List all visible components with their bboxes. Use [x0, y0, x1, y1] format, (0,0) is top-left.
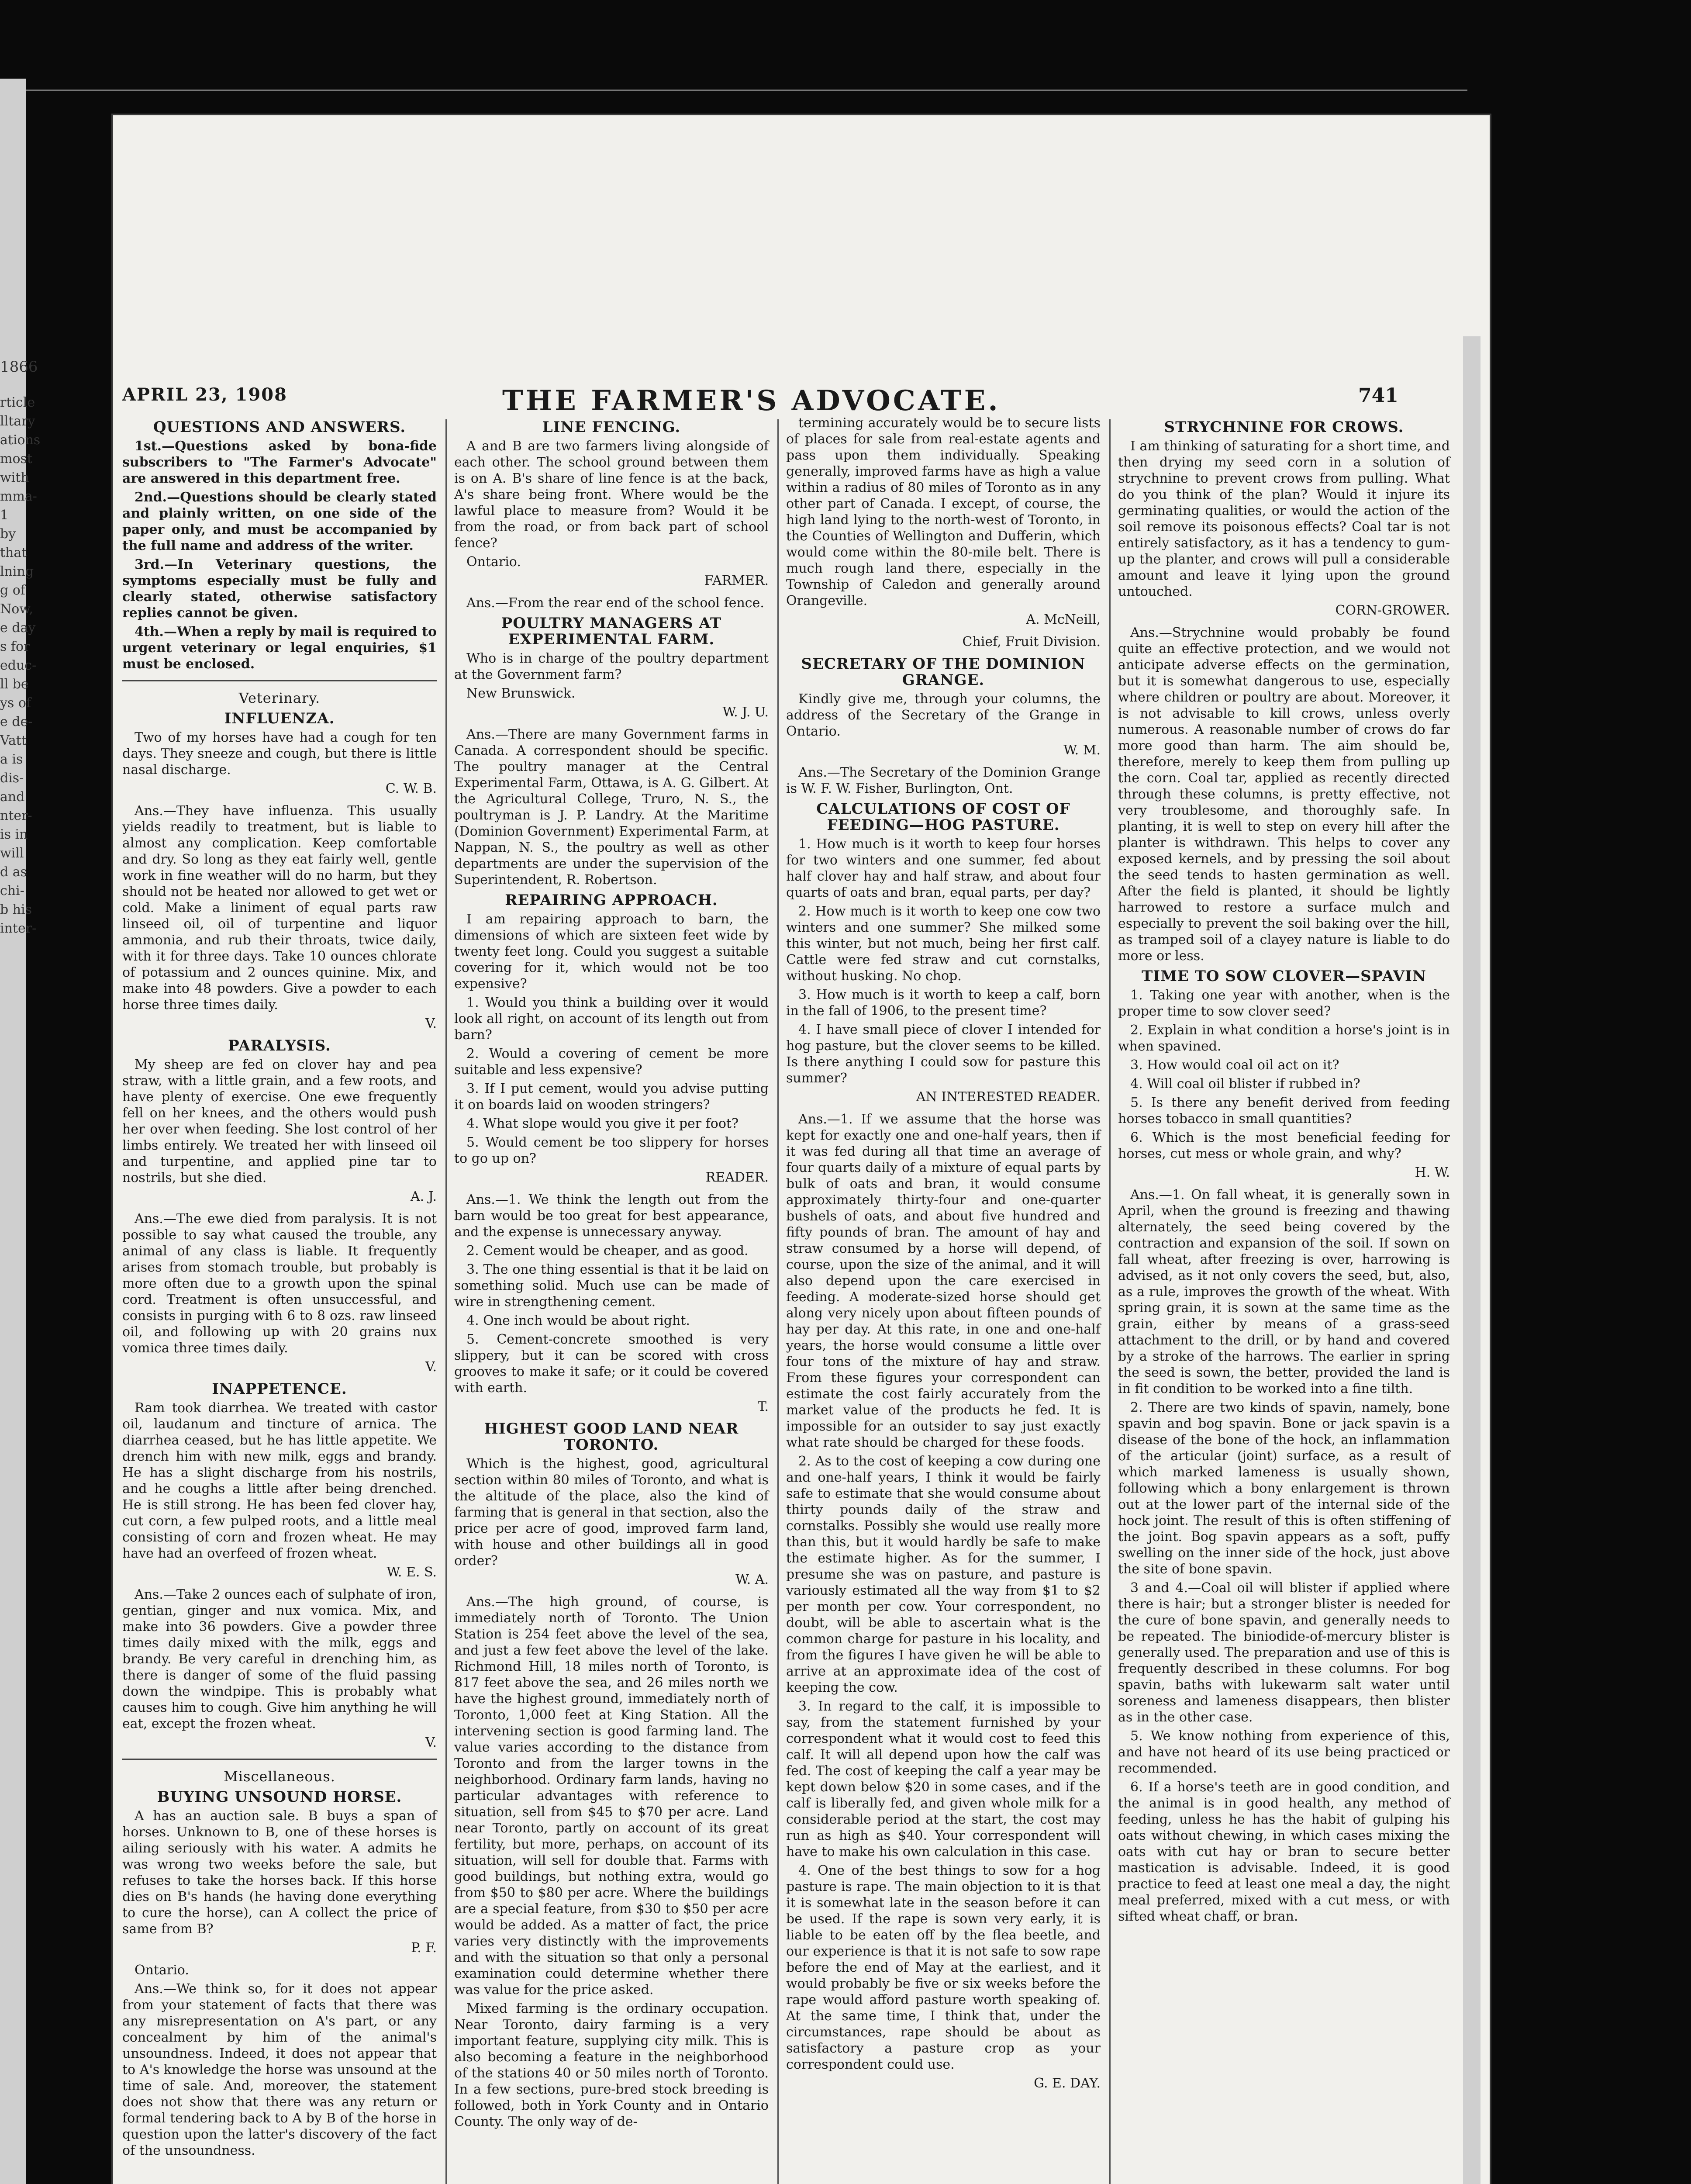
question-text: A has an auction sale. B buys a span of horses. Unknown to B, one of these horses is ailing seriously with his water. A admits he was wrong two weeks before the sale, but refuses to take the horses back. If this horse dies on B's hands (he having done everything to cure the horse), can A collect the price of same from B? [122, 1808, 437, 1937]
fragment-line: ations [0, 432, 41, 448]
page-edge-strip [1463, 336, 1480, 2184]
answer-text: Ans.—They have influenza. This usually yields readily to treatment, but is liable to almost any complication. Keep comfortable and dry. So long as they eat fairly well, gentle work in fine weather will do no harm, but they should not be heated nor allowed to get wet or cold. Make a liniment of equal parts raw linseed oil, oil of turpentine and liquor ammonia, and rub their throats, twice daily, with it for three days. Take 10 ounces chlorate of potassium and 2 ounces quinine. Mix, and make into 48 powders. Give a powder to each horse three times daily. [122, 803, 437, 1013]
fragment-line: nter- [0, 808, 32, 823]
fragment-line: e de- [0, 714, 33, 729]
place: Ontario. [135, 1963, 189, 1978]
answer-item: Ans.—1. On fall wheat, it is generally sown in April, when the ground is freezing and thawing alternately, the seed being covered by the contraction and expansion of the soil. If sown on fall wheat, after freezing is over, harrowing is advised, as it not only covers the seed, but, also, as a rule, improves the growth of the wheat. With spring grain, it is sown at the same time as the grain, either by means of a grass-seed attachment to the drill, or by hand and covered by a stroke of the harrows. The earlier in spring the seed is sown, the better, provided the land is in fit condition to be worked into a fine tilth. [1118, 1187, 1450, 1396]
qa-rule: 1st.—Questions asked by bona-fide subscribers to "The Farmer's Advocate" are answered in this department free. [122, 439, 437, 486]
fragment-line: lning [0, 564, 34, 579]
question-item: 6. Which is the most beneficial feeding for horses, cut mess or whole grain, and why? [1118, 1130, 1450, 1161]
column-4 [1118, 415, 1450, 2184]
fragment-line: dis- [0, 771, 24, 786]
question-text: Which is the highest, good, agricultural section within 80 miles of Toronto, and what is the altitude of the place, also the kind of farming that is general in that section, also the price per acre of good, improved farm land, with house and other buildings all in good order? [454, 1456, 769, 1569]
adjacent-page-text [0, 393, 41, 938]
signature: W. E. S. [387, 1565, 437, 1580]
place: Ontario. [466, 554, 521, 570]
fragment-line: inter- [0, 921, 37, 936]
answer-item: 3. In regard to the calf, it is impossible to say, from the statement furnished by your correspondent what it would cost to feed this calf. It will all depend upon how the calf was fed. The cost of keeping the calf a year may be kept down below $20 in some cases, and if the calf is liberally fed, and given whole milk for a considerable period at the start, the cost may run as high as $40. Your correspondent will have to make his own calculation in this case. [786, 1699, 1101, 1859]
answer-continuation: termining accurately would be to secure lists of places for sale from real-estate agents and pass upon them individually. Speaking generally, improved farms have as high a value within a radius of 80 miles of Toronto as in any other part of Canada. I except, of course, the high land lying to the north-west of Toronto, in the Counties of Wellington and Dufferin, which would come within the 80-mile belt. There is much rough land there, especially in the Township of Caledon and generally around Orangeville. [786, 415, 1101, 608]
fragment-line: is in [0, 827, 28, 842]
column-rule [777, 419, 779, 2184]
article-columns [122, 415, 1450, 2184]
section-veterinary: Veterinary. [238, 690, 321, 706]
page-number: 741 [1358, 384, 1398, 407]
signature: CORN-GROWER. [1335, 603, 1450, 618]
question-item: 2. Would a covering of cement be more suitable and less expensive? [454, 1046, 769, 1078]
answer-item: 4. One of the best things to sow for a hog pasture is rape. The main objection to it is that it is somewhat late in the season before it can be used. If the rape is sown very early, it is liable to be eaten off by the flea beetle, and our experience is that it is not safe to sow rape before the end of May at the earliest, and it would probably be five or six weeks before the rape would afford pasture worth speaking of. At the same time, I think that, under the circumstances, rape should be about as satisfactory a pasture crop as your correspondent could use. [786, 1863, 1101, 2072]
edge-year: 1866 [0, 358, 38, 376]
question-text: Kindly give me, through your columns, the address of the Secretary of the Grange in Ontario. [786, 691, 1101, 739]
article-title: PARALYSIS. [228, 1037, 331, 1054]
question-item: 1. Taking one year with another, when is the proper time to sow clover seed? [1118, 988, 1450, 1019]
signature: A. McNeill, [1026, 612, 1101, 627]
qa-rule: 3rd.—In Veterinary questions, the symptoms especially must be fully and clearly stated, otherwise satisfactory replies cannot be given. [122, 557, 437, 621]
column-rule [1109, 419, 1111, 2184]
question-text: My sheep are fed on clover hay and pea straw, with a little grain, and a few roots, and have plenty of exercise. One ewe frequently fell on her knees, and the others would push her over when feeding. She lost control of her limbs entirely. We treated her with linseed oil and turpentine, and applied pine tar to nostrils, but she died. [122, 1057, 437, 1185]
question-item: 4. I have small piece of clover I intended for hog pasture, but the clover seems to be killed. Is there anything I could sow for pasture this summer? [786, 1022, 1101, 1086]
question-item: 2. How much is it worth to keep one cow two winters and one summer? She milked some this winter, but not much, being her first calf. Cattle were fed straw and cut cornstalks, without husking. No chop. [786, 904, 1101, 984]
signature: Chief, Fruit Division. [962, 634, 1101, 650]
article-title: CALCULATIONS OF COST OF FEEDING—HOG PASTURE. [816, 800, 1070, 834]
fragment-line: g of [0, 583, 25, 598]
column-3 [786, 415, 1101, 2184]
qa-rule: 2nd.—Questions should be clearly stated and plainly written, on one side of the paper only, and must be accompanied by the full name and address of the writer. [122, 490, 437, 553]
question-item: 5. Is there any benefit derived from feeding horses tobacco in small quantities? [1118, 1095, 1450, 1127]
article-title: LINE FENCING. [542, 418, 681, 436]
question-item: 1. Would you think a building over it would look all right, on account of its length out from barn? [454, 995, 769, 1043]
fragment-line: educ- [0, 658, 37, 673]
signature: W. J. U. [722, 705, 769, 720]
fragment-line: Vatt [0, 733, 27, 748]
question-text: Ram took diarrhea. We treated with castor oil, laudanum and tincture of arnica. The diarrhea ceased, but he has little appetite. We drench him with new milk, eggs and brandy. He has a slight discharge from his nostrils, and he coughs a little after being drenched. He is still strong. He has been fed clover hay, cut corn, a few pulped roots, and a little meal consisting of corn and frozen wheat. He may have had an overfeed of frozen wheat. [122, 1400, 437, 1561]
section-miscellaneous: Miscellaneous. [224, 1768, 335, 1785]
article-title: TIME TO SOW CLOVER—SPAVIN [1142, 968, 1426, 985]
answer-text: Mixed farming is the ordinary occupation. Near Toronto, dairy farming is a very important feature, supplying city milk. This is also becoming a feature in the neighborhood of the stations 40 or 50 miles north of Toronto. In a few sections, pure-bred stock breeding is followed, both in York County and in Ontario County. The only way of de- [454, 2001, 769, 2129]
article-title: HIGHEST GOOD LAND NEAR TORONTO. [484, 1420, 739, 1454]
fragment-line: d as [0, 864, 28, 880]
answer-item: 2. There are two kinds of spavin, namely, bone spavin and bog spavin. Bone or jack spavin is a disease of the bone of the hock, an inflammation of the articular (joint) surface, as a result of which marked lameness is usually shown, following which a bony enlargement is thrown out at the lower part of the internal side of the hock joint. The result of this is often stiffening of the joint. Bog spavin appears as a soft, puffy swelling on the inner side of the hock, just above the site of bone spavin. [1118, 1400, 1450, 1577]
fragment-line: s for [0, 639, 30, 654]
answer-item: Ans.—1. We think the length out from the barn would be too great for best appearance, and the expense is unnecessary anyway. [454, 1192, 769, 1240]
scan-edge [26, 90, 1467, 104]
question-text: I am thinking of saturating for a short time, and then drying my seed corn in a solution of strychnine to prevent crows from pulling. What do you think of the plan? Would it injure its germinating qualities, or would the action of the soil remove its poisonous effects? Coal tar is not entirely satisfactory, as it has a tendency to gum-up the planter, and crows will pull a considerable amount and leave it lying upon the ground untouched. [1118, 439, 1450, 599]
article-title: INFLUENZA. [224, 710, 335, 727]
question-text: A and B are two farmers living alongside of each other. The school ground between them is on A. B's share of line fence is at the back, A's share being front. Where would be the lawful place to measure from? Would it be from the road, or from back part of school fence? [454, 439, 769, 551]
issue-date: APRIL 23, 1908 [122, 384, 287, 405]
fragment-line: 1 [0, 508, 9, 523]
answer-item: 3 and 4.—Coal oil will blister if applied where there is hair; but a stronger blister is needed for the cure of bone spavin, and generally needs to be repeated. The biniodide-of-mercury blister is generally used. The preparation and use of this is frequently described in these columns. For bog spavin, baths with lukewarm salt water until soreness and lameness disappears, then blister as in the other case. [1118, 1580, 1450, 1725]
answer-text: Ans.—Strychnine would probably be found quite an effective protection, and we would not anticipate adverse effects on the germination, but it is somewhat dangerous to use, especially where children or poultry are about. Moreover, it is not advisable to kill crows, unless overly numerous. A reasonable number of crows do far more good than harm. The aim should be, therefore, merely to keep them from pulling up the corn. Coal tar, applied as recently directed through these columns, is pretty effective, not very troublesome, and thoroughly safe. In planting, it is well to step on every hill after the planter is withdrawn. This helps to cover any exposed kernels, and by pressing the soil about the seed tends to hasten germination as well. After the field is planted, it should be lightly harrowed to restore a surface mulch and especially to prevent the soil baking over the hill, as tramped soil of a clayey nature is liable to do more or less. [1118, 625, 1450, 964]
signature: V. [425, 1359, 437, 1375]
fragment-line: most [0, 451, 32, 467]
answer-item: 5. We know nothing from experience of this, and have not heard of its use being practiced or recommended. [1118, 1728, 1450, 1776]
answer-item: 4. One inch would be about right. [466, 1313, 690, 1328]
signature: G. E. DAY. [1034, 2076, 1101, 2091]
question-item: 2. Explain in what condition a horse's joint is in when spavined. [1118, 1023, 1450, 1054]
answer-text: Ans.—There are many Government farms in Canada. A correspondent should be specific. The poultry manager at the Central Experimental Farm, Ottawa, is A. G. Gilbert. At the Agricultural College, Truro, N. S., the poultryman is J. P. Landry. At the Maritime (Dominion Government) Experimental Farm, at Nappan, N. S., the poultry as well as other departments are under the supervision of the Superintendent, R. Robertson. [454, 727, 769, 888]
column-1 [122, 415, 437, 2184]
signature: A. J. [411, 1189, 437, 1204]
signature: READER. [705, 1170, 769, 1185]
answer-item: 6. If a horse's teeth are in good condition, and the animal is in good health, any method of feeding, unless he has the habit of gulping his oats without chewing, in which cases mixing the oats with cut hay or bran to secure better mastication is advisable. Indeed, it is good practice to feed at least one meal a day, the night meal preferred, mixed with a cut mess, or with sifted wheat chaff, or bran. [1118, 1780, 1450, 1924]
signature: H. W. [1415, 1165, 1450, 1180]
fragment-line: b his [0, 902, 32, 917]
fragment-line: and [0, 789, 25, 805]
answer-item: 2. As to the cost of keeping a cow during one and one-half years, I think it would be fairly safe to estimate that she would consume about thirty pounds daily of the straw and cornstalks. Possibly she would use really more than this, but it would hardly be safe to make the estimate higher. As for the summer, I presume she was on pasture, and pasture is variously estimated all the way from $1 to $2 per month per cow. Your correspondent, no doubt, will be able to ascertain what is the common charge for pasture in his locality, and from the figures I have given he will be able to arrive at an approximate idea of the cost of keeping the cow. [786, 1454, 1101, 1695]
qa-rules [122, 438, 437, 672]
question-text: I am repairing approach to barn, the dimensions of which are sixteen feet wide by twenty feet long. Could you suggest a suitable covering for it, which would not be too expensive? [454, 912, 769, 992]
article-title: BUYING UNSOUND HORSE. [157, 1788, 402, 1806]
fragment-line: ys of [0, 695, 31, 711]
fragment-line: e day [0, 620, 36, 636]
masthead: THE FARMER'S ADVOCATE. [502, 384, 1001, 417]
column-rule [445, 419, 447, 2184]
divider [122, 1759, 437, 1760]
qa-heading: QUESTIONS AND ANSWERS. [153, 418, 406, 436]
question-item: 3. If I put cement, would you advise putting it on boards laid on wooden stringers? [454, 1081, 769, 1113]
signature: W. M. [1063, 743, 1101, 758]
fragment-line: by [0, 526, 16, 542]
question-item: 4. Will coal oil blister if rubbed in? [1130, 1076, 1360, 1092]
answer-text: Ans.—We think so, for it does not appear from your statement of facts that there was any misrepresentation on A's part, or any concealment by him of the animal's unsoundness. Indeed, it does not appear that to A's knowledge the horse was unsound at the time of sale. And, moreover, the statement does not show that there was any return or formal tendering back to A by B of the horse in question upon the latter's discovery of the fact of the unsoundness. [122, 1981, 437, 2158]
fragment-line: rticle [0, 395, 35, 410]
article-title: SECRETARY OF THE DOMINION GRANGE. [801, 655, 1086, 689]
fragment-line: lltary [0, 414, 35, 429]
fragment-line: chi- [0, 883, 24, 898]
article-title: INAPPETENCE. [212, 1380, 347, 1398]
question-item: 3. How would coal oil act on it? [1130, 1057, 1339, 1073]
divider [122, 680, 437, 681]
answer-text: Ans.—The high ground, of course, is immediately north of Toronto. The Union Station is 254 feet above the level of the sea, and just a few feet above the level of the lake. Richmond Hill, 18 miles north of Toronto, is 817 feet above the sea, and 26 miles north we have the highest ground, immediately north of Toronto, 1,000 feet at King Station. All the intervening section is good farming land. The value varies according to the distance from Toronto and from the larger towns in the neighborhood. Ordinary farm lands, having no particular advantages with reference to situation, sell from $45 to $70 per acre. Land near Toronto, partly on account of its great fertility, but more, perhaps, on account of its situation, will sell for double that. Farms with good buildings, but nothing extra, would go from $50 to $80 per acre. Where the buildings are a special feature, from $30 to $50 per acre would be added. As a matter of fact, the price varies very distinctly with the improvements and with the situation so that only a personal examination could determine whether there was value for the price asked. [454, 1594, 769, 1997]
qa-rule: 4th.—When a reply by mail is required to urgent veterinary or legal enquiries, $1 must be enclosed. [122, 624, 437, 672]
answer-text: Ans.—Take 2 ounces each of sulphate of iron, gentian, ginger and nux vomica. Mix, and make into 36 powders. Give a powder three times daily mixed with the milk, eggs and brandy. Be very careful in drenching him, as there is danger of some of the fluid passing down the windpipe. This is probably what causes him to cough. Give him anything he will eat, except the frozen wheat. [122, 1587, 437, 1731]
question-text: Who is in charge of the poultry department at the Government farm? [454, 651, 769, 682]
signature: C. W. B. [385, 781, 437, 796]
answer-text: Ans.—The ewe died from paralysis. It is not possible to say what caused the trouble, any animal of any class is liable. It frequently arises from stomach trouble, but probably is more often due to a growth upon the spinal cord. Treatment is often unsuccessful, and consists in purging with 6 to 8 ozs. raw linseed oil, and following up with 20 grains nux vomica three times daily. [122, 1211, 437, 1356]
question-item: 1. How much is it worth to keep four horses for two winters and one summer, fed about half clover hay and half straw, and about four quarts of oats and bran, equal parts, per day? [786, 836, 1101, 900]
answer-item: 2. Cement would be cheaper, and as good. [466, 1243, 749, 1258]
article-title: REPAIRING APPROACH. [505, 892, 718, 909]
question-item: 5. Would cement be too slippery for horses to go up on? [454, 1135, 769, 1166]
question-item: 4. What slope would you give it per foot? [466, 1116, 739, 1131]
signature: FARMER. [704, 573, 769, 588]
signature: V. [425, 1016, 437, 1031]
fragment-line: a is [0, 752, 23, 767]
fragment-line: mma- [0, 489, 37, 504]
signature: V. [425, 1735, 437, 1750]
article-title: STRYCHNINE FOR CROWS. [1164, 418, 1404, 436]
article-title: POULTRY MANAGERS AT EXPERIMENTAL FARM. [501, 615, 722, 648]
fragment-line: with [0, 470, 29, 485]
answer-item: Ans.—1. If we assume that the horse was kept for exactly one and one-half years, then if it was fed during all that time an average of four quarts daily of a mixture of equal parts by bulk of oats and bran, it would consume approximately thirty-four and one-quarter bushels of oats, and about five hundred and fifty pounds of bran. The amount of hay and straw consumed by a horse will depend, of course, upon the size of the animal, and it will also depend upon the care exercised in feeding. A moderate-sized horse should get along very nicely upon about fifteen pounds of hay per day. At this rate, in one and one-half years, the horse would consume a little over four tons of the mixture of hay and straw. From these figures your correspondent can estimate the cost fairly accurately from the market value of the products he fed. It is impossible for an outsider to say just exactly what rate should be charged for these foods. [786, 1112, 1101, 1450]
signature: P. F. [411, 1940, 437, 1956]
question-text: Two of my horses have had a cough for ten days. They sneeze and cough, but there is little nasal discharge. [122, 730, 437, 778]
place: New Brunswick. [466, 686, 576, 701]
column-2 [454, 415, 769, 2184]
fragment-line: will [0, 846, 24, 861]
signature: AN INTERESTED READER. [916, 1089, 1101, 1105]
fragment-line: that [0, 545, 27, 560]
answer-item: 5. Cement-concrete smoothed is very slippery, but it can be scored with cross grooves to make it safe; or it could be covered with earth. [454, 1332, 769, 1396]
signature: W. A. [735, 1572, 769, 1587]
fragment-line: Now, [0, 601, 33, 617]
question-item: 3. How much is it worth to keep a calf, born in the fall of 1906, to the present time? [786, 987, 1101, 1019]
answer-item: 3. The one thing essential is that it be laid on something solid. Much use can be made of wire in strengthening cement. [454, 1262, 769, 1310]
answer-text: Ans.—From the rear end of the school fence. [466, 595, 764, 611]
answer-text: Ans.—The Secretary of the Dominion Grange is W. F. W. Fisher, Burlington, Ont. [786, 765, 1101, 796]
fragment-line: ll be [0, 677, 29, 692]
signature: T. [757, 1399, 769, 1414]
